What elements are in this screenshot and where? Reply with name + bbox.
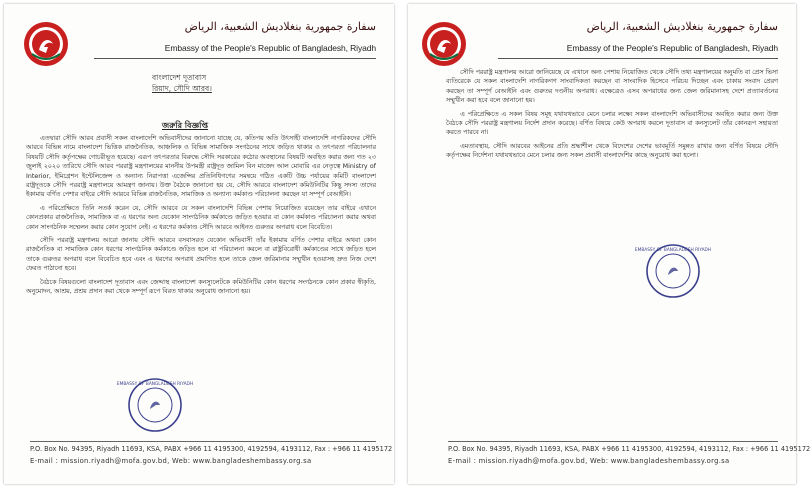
seal-text: EMBASSY OF BANGLADESH RIYADH: [634, 248, 712, 253]
embassy-english-name: Embassy of the People's Republic of Bangladesh, Riyadh: [566, 43, 778, 53]
recipient-line: রিয়াদ, সৌদি আরব।: [152, 84, 212, 93]
recipient-line: বাংলাদেশ দূতাবাস: [152, 73, 207, 82]
bangladesh-emblem-logo: [420, 20, 468, 68]
letter-page-left: [4, 4, 394, 484]
paragraph: সৌদি পররাষ্ট্র মন্ত্রণালয় আরো জানায় সৌদি আরবে বসবাসরত যেকোন অভিবাসী তাঁর ইকামায় বর্ণিত পেশার বাইরে অথবা কোন রাজনৈতিক বা সামাজিক কোন ধরণের সাংগঠনিক কর্মকাণ্ডে জড়িত হলে বা পরিচালনা করলে বা রাষ্ট্রবিরোধী কর্মকাণ্ডের সাথে জড়িত হলে তাকে গুরুতর অপরাধ বলে বিবেচিত হবে এবং এ ধরণের অপরাধ প্রমাণিত হলে তাকে জেল জরিমানার সম্মুখীন হওয়াসহ দ্রুত নিজ দেশে ফেরত পাঠানো হবে।: [26, 237, 376, 273]
footer-contact: E-mail : mission.riyadh@mofa.gov.bd, Web: www.bangladeshembassy.org.sa: [448, 457, 730, 465]
bangladesh-emblem-logo: [22, 20, 70, 68]
embassy-seal-stamp: [116, 376, 194, 434]
footer-divider: [448, 441, 778, 442]
seal-text: EMBASSY OF BANGLADESH RIYADH: [116, 382, 194, 387]
embassy-arabic-name: سفارة جمهورية بنغلاديش الشعبية، الرياض: [586, 20, 778, 33]
paragraph: এতদ্বারা সৌদি আরব প্রবাসী সকল বাংলাদেশি অভিবাসীদের জানানো যাচ্ছে যে, কতিপয় অতি উৎসাহী বাংলাদেশি নাগরিকদের সৌদি আরবে বিভিন্ন নামে বাংলাদেশ ভিত্তিক রাজনৈতিক, আঞ্চলিক ও বিভিন্ন সামাজিক সংগঠনের সাথে জড়িত থাকার ও তৎপরতা পরিচালনার বিষয়টি সৌদি কর্তৃপক্ষের গোচরীভূত হয়েছে। এরূপ তৎপরতার বিরুদ্ধে সৌদি সরকারের কঠোর অবস্থানের বিষয়টি অবহিত করার জন্য গত ২৩ জুলাই ২০২০ তারিখে সৌদি আরব পররাষ্ট্র মন্ত্রণালয়ের মাননীয় উপমন্ত্রী রাষ্ট্রদূত জামিল বিন মাজেদ আল মোবারি এর নেতৃত্বে Ministry of Interior, ইমিগ্রেশন ইন্টেলিজেন্স ও অন্যান্য নিরাপত্তা এজেন্সির প্রতিনিধিগণের সমন্বয়ে গঠিত একটি উচ্চ পর্যায়ের কমিটি বাংলাদেশ রাষ্ট্রদূতকে সৌদি পররাষ্ট্র মন্ত্রণালয়ে আমন্ত্রণ জানায়। উক্ত বৈঠকে জানানো হয় যে, সৌদি আরবে বাংলাদেশ কমিউনিটির কিছু সদস্য তাদের ইকামায় বর্ণিত পেশার বাইরে সৌদি আরবে বিভিন্ন রাজনৈতিক, সামাজিক ও অন্যান্য কর্মকাণ্ড পরিচালনা করছেন যা সম্পূর্ণ বেআইনি।: [26, 135, 376, 199]
footer-divider: [30, 441, 376, 442]
paragraph: সৌদি পররাষ্ট্র মন্ত্রণালয় আরো জানিয়েছে যে এখানে অন্য পেশায় নিয়োজিত থেকে সৌদি তথ্য মন্ত্রণালয়ের অনুমতি বা প্রেস ভিসা ব্যতিরেকে যে সকল বাংলাদেশি নাগরিকগণ সাংবাদিকতা করছেন বা সাংবাদিক হিসেবে পরিচয় দিচ্ছেন এবং চাকায় সংবাদ প্রেরণ করছেন তা সম্পূর্ণ বেআইনি এবং গুরুতর দণ্ডনীয় অপরাধ। এক্ষেত্রেও এসব অপরাধের জন্য জেল জরিমানাসহ দেশে প্রত্যাবর্তনের সম্মুখীন করা হবে বলে জানানো হয়।: [446, 69, 778, 105]
embassy-seal-stamp: [634, 242, 712, 300]
embassy-english-name: Embassy of the People's Republic of Bangladesh, Riyadh: [164, 43, 376, 53]
notice-title: জরুরি বিজ্ঞপ্তি: [162, 121, 209, 130]
footer-contact: E-mail : mission.riyadh@mofa.gov.bd, Web: www.bangladeshembassy.org.sa: [30, 457, 312, 465]
paragraph: এমতাবস্থায়, সৌদি আরবের আইনের প্রতি শ্রদ্ধাশীল থেকে বিদেশের দেশের ভাবমূর্তি সমুন্নত রাখার জন্য বর্ণিত বিষয়ে সৌদি কর্তৃপক্ষের নির্দেশনা যথাযথভাবে মেনে চলার জন্য সকল প্রবাসী বাংলাদেশির কাছে অনুরোধ করা হলো।: [446, 142, 778, 160]
paragraph: এ পরিপ্রেক্ষিতে এ সকল বিষয় সমূহ যথাযথভাবে মেনে চলার লক্ষ্যে সকল বাংলাদেশি অভিবাসীদের অবহিত করার জন্য উক্ত বৈঠকে সৌদি পররাষ্ট্র মন্ত্রণালয় নির্দেশ প্রদান করেছে। বর্ণিত বিষয়ে কেউ অপরাধ করলে দূতাবাস বা কনস্যুলেট তাঁর কোনরূপ সহায়তা করতে পারবে না।: [446, 110, 778, 137]
recipient-block: [152, 72, 212, 94]
letter-page-right: [408, 4, 810, 484]
paragraph: বৈঠকে বিষয়গুলো বাংলাদেশ দূতাবাস এবং জেদ্দাস্থ বাংলাদেশ কনস্যুলেটকে কমিউনিটির কোন ধরণের সংগঠনকে কোন প্রকার স্বীকৃতি, অনুমোদন, আশ্রয়, প্রশ্রয় প্রদান করা থেকে সম্পূর্ণ রূপে বিরত থাকার অনুরোধ জানানো হয়।: [26, 278, 376, 296]
footer-address: P.O. Box No. 94395, Riyadh 11693, KSA, PABX +966 11 4195300, 4192594, 4193112, Fax : +966 11 4195172: [30, 445, 393, 453]
header-divider: [94, 58, 376, 59]
footer-address: P.O. Box No. 94395, Riyadh 11693, KSA, PABX +966 11 4195300, 4192594, 4193112, Fax : +966 11 4195172: [448, 445, 810, 453]
notice-body: [26, 134, 376, 436]
header-divider: [498, 58, 778, 59]
embassy-arabic-name: سفارة جمهورية بنغلاديش الشعبية، الرياض: [184, 20, 376, 33]
paragraph: এ পরিপ্রেক্ষিতে তিনি সতর্ক করেন যে, সৌদি আরবে যে সকল বাংলাদেশি বিভিন্ন পেশায় নিয়োজিত রয়েছেন তার বাইরে এখানে কোনপ্রকার রাজনৈতিক, সামাজিক বা এ ধরণের অন্য যেকোন সাংগঠনিক কর্মকাণ্ডে জড়িত হওয়ার বা কোন কর্মকাণ্ড পরিচালনা করার অথবা কোন সাংগঠনিক সম্মেলন করার কোন সুযোগ নেই। এ ধরণের কর্মকাণ্ড সৌদি আরবে আইনত গুরুতর অপরাধ বলে বিবেচিত।: [26, 204, 376, 231]
notice-body: [446, 68, 778, 248]
